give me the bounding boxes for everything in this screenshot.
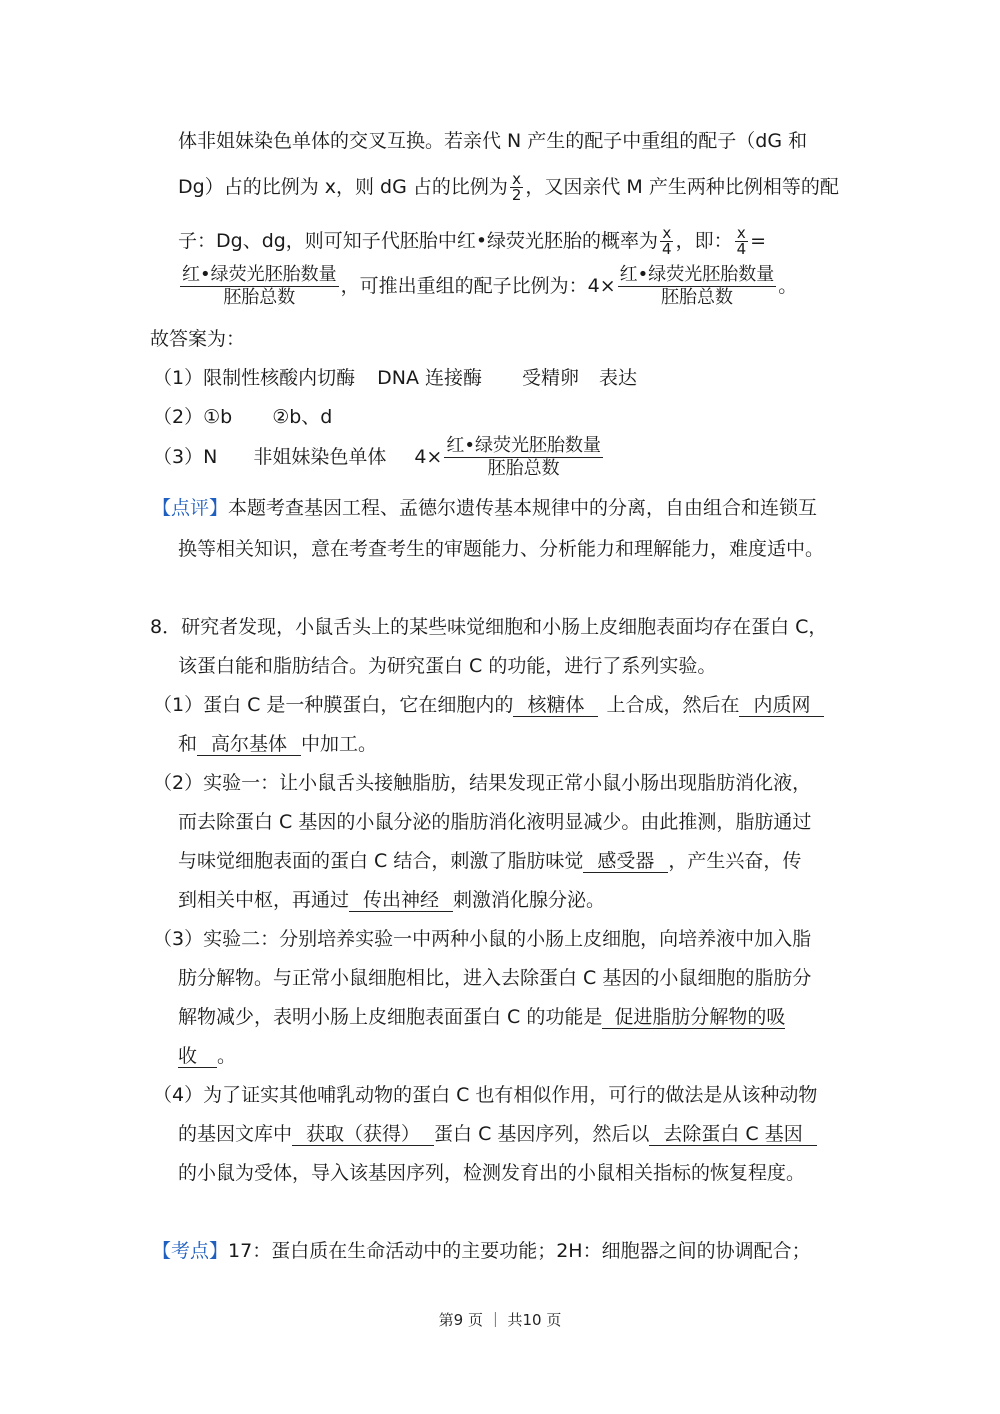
fraction-ratio-b: $\frac{\text{红•绿荧光胚胎数量}}{\text{胚胎总数}}$ <box>619 264 775 308</box>
q8-part-3-line-1: （3）实验二：分别培养实验一中两种小鼠的小肠上皮细胞，向培养液中加入脂 <box>153 928 812 950</box>
q8-part-4-line-1: （4）为了证实其他哺乳动物的蛋白 C 也有相似作用，可行的做法是从该种动物 <box>153 1084 818 1106</box>
q8-line-1: 8．研究者发现，小鼠舌头上的某些味觉细胞和小肠上皮细胞表面均存在蛋白 C， <box>150 616 828 638</box>
answer-blank-er: 内质网 <box>739 694 824 717</box>
q8-part-2-line-4: 到相关中枢，再通过 传出神经 刺激消化腺分泌。 <box>178 889 606 911</box>
q8-part-3-line-3: 解物减少，表明小肠上皮细胞表面蛋白 C 的功能是 促进脂肪分解物的吸 <box>178 1006 786 1028</box>
answer-blank-efferent-nerve: 传出神经 <box>349 889 453 912</box>
kaodian-line: 【考点】17：蛋白质在生命活动中的主要功能；2H：细胞器之间的协调配合； <box>152 1240 811 1262</box>
comment-tag: 【点评】 <box>152 497 229 519</box>
answer-1: （1）限制性核酸内切酶 DNA 连接酶 受精卵 表达 <box>153 367 638 389</box>
q8-part-4-line-2: 的基因文库中 获取（获得） 蛋白 C 基因序列，然后以 去除蛋白 C 基因 <box>178 1121 817 1147</box>
fraction-ratio-answer: $\frac{\text{红•绿荧光胚胎数量}}{\text{胚胎总数}}$ <box>446 435 601 479</box>
kaodian-tag: 【考点】 <box>152 1240 229 1262</box>
page-footer: 第9 页 ｜ 共10 页 <box>438 1311 562 1329</box>
answer-blank-obtain: 获取（获得） <box>292 1123 434 1146</box>
comment-line-2: 换等相关知识，意在考查考生的审题能力、分析能力和理解能力，难度适中。 <box>178 538 825 560</box>
q8-part-2-line-1: （2）实验一：让小鼠舌头接触脂肪，结果发现正常小鼠小肠出现脂肪消化液， <box>153 772 812 794</box>
q8-part-3-line-4: 收 。 <box>178 1045 237 1067</box>
answer-heading: 故答案为： <box>150 328 246 350</box>
q8-part-1-line-1: （1）蛋白 C 是一种膜蛋白，它在细胞内的 核糖体 上合成，然后在 内质网 <box>153 692 824 718</box>
q8-part-3-line-2: 肪分解物。与正常小鼠细胞相比，进入去除蛋白 C 基因的小鼠细胞的脂肪分 <box>178 967 812 989</box>
answer-blank-ribosome: 核糖体 <box>513 694 598 717</box>
fraction-x-over-4-b: $\frac{x}{4}$ <box>736 224 747 258</box>
comment-line-1: 【点评】本题考查基因工程、孟德尔遗传基本规律中的分离，自由组合和连锁互 <box>152 497 818 519</box>
answer-blank-golgi: 高尔基体 <box>197 733 301 756</box>
q8-part-1-line-2: 和 高尔基体 中加工。 <box>178 733 378 755</box>
q8-part-4-line-3: 的小鼠为受体，导入该基因序列，检测发育出的小鼠相关指标的恢复程度。 <box>178 1162 806 1184</box>
fraction-ratio: $\frac{\text{红•绿荧光胚胎数量}}{\text{胚胎总数}}$ <box>182 264 337 308</box>
fraction-x-over-2: $\frac{x}{2}$ <box>511 170 522 204</box>
q8-line-2: 该蛋白能和脂肪结合。为研究蛋白 C 的功能，进行了系列实验。 <box>178 655 717 677</box>
answer-blank-knockout: 去除蛋白 C 基因 <box>649 1123 816 1146</box>
answer-blank-function-cont: 收 <box>178 1045 217 1068</box>
intro-line-4: $\frac{\text{红•绿荧光胚胎数量}}{\text{胚胎总数}}$ ，可推出重组的配子比例为：4× $\frac{\text{红•绿荧光胚胎数量}}{\text{胚胎总数}}$ 。 <box>182 264 798 308</box>
intro-line-1: 体非姐妹染色单体的交叉互换。若亲代 N 产生的配子中重组的配子（dG 和 <box>178 130 808 152</box>
fraction-x-over-4: $\frac{x}{4}$ <box>662 224 672 258</box>
answer-2: （2）①b ②b、d <box>153 406 333 428</box>
answer-blank-function: 促进脂肪分解物的吸 <box>602 1006 785 1029</box>
answer-3: （3）N 非姐妹染色单体 4× $\frac{\text{红•绿荧光胚胎数量}}{\text{胚胎总数}}$ <box>153 435 601 479</box>
intro-line-3: 子：Dg、dg，则可知子代胚胎中红•绿荧光胚胎的概率为 $\frac{x}{4}$ ，即： $\frac{x}{4}$ = <box>178 224 767 258</box>
q8-part-2-line-3: 与味觉细胞表面的蛋白 C 结合，刺激了脂肪味觉 感受器 ，产生兴奋，传 <box>178 850 802 872</box>
intro-line-2: Dg）占的比例为 x，则 dG 占的比例为 $\frac{x}{2}$ ，又因亲代 M 产生两种比例相等的配 <box>178 170 839 204</box>
q8-part-2-line-2: 而去除蛋白 C 基因的小鼠分泌的脂肪消化液明显减少。由此推测，脂肪通过 <box>178 811 812 833</box>
answer-blank-receptor: 感受器 <box>583 850 668 873</box>
